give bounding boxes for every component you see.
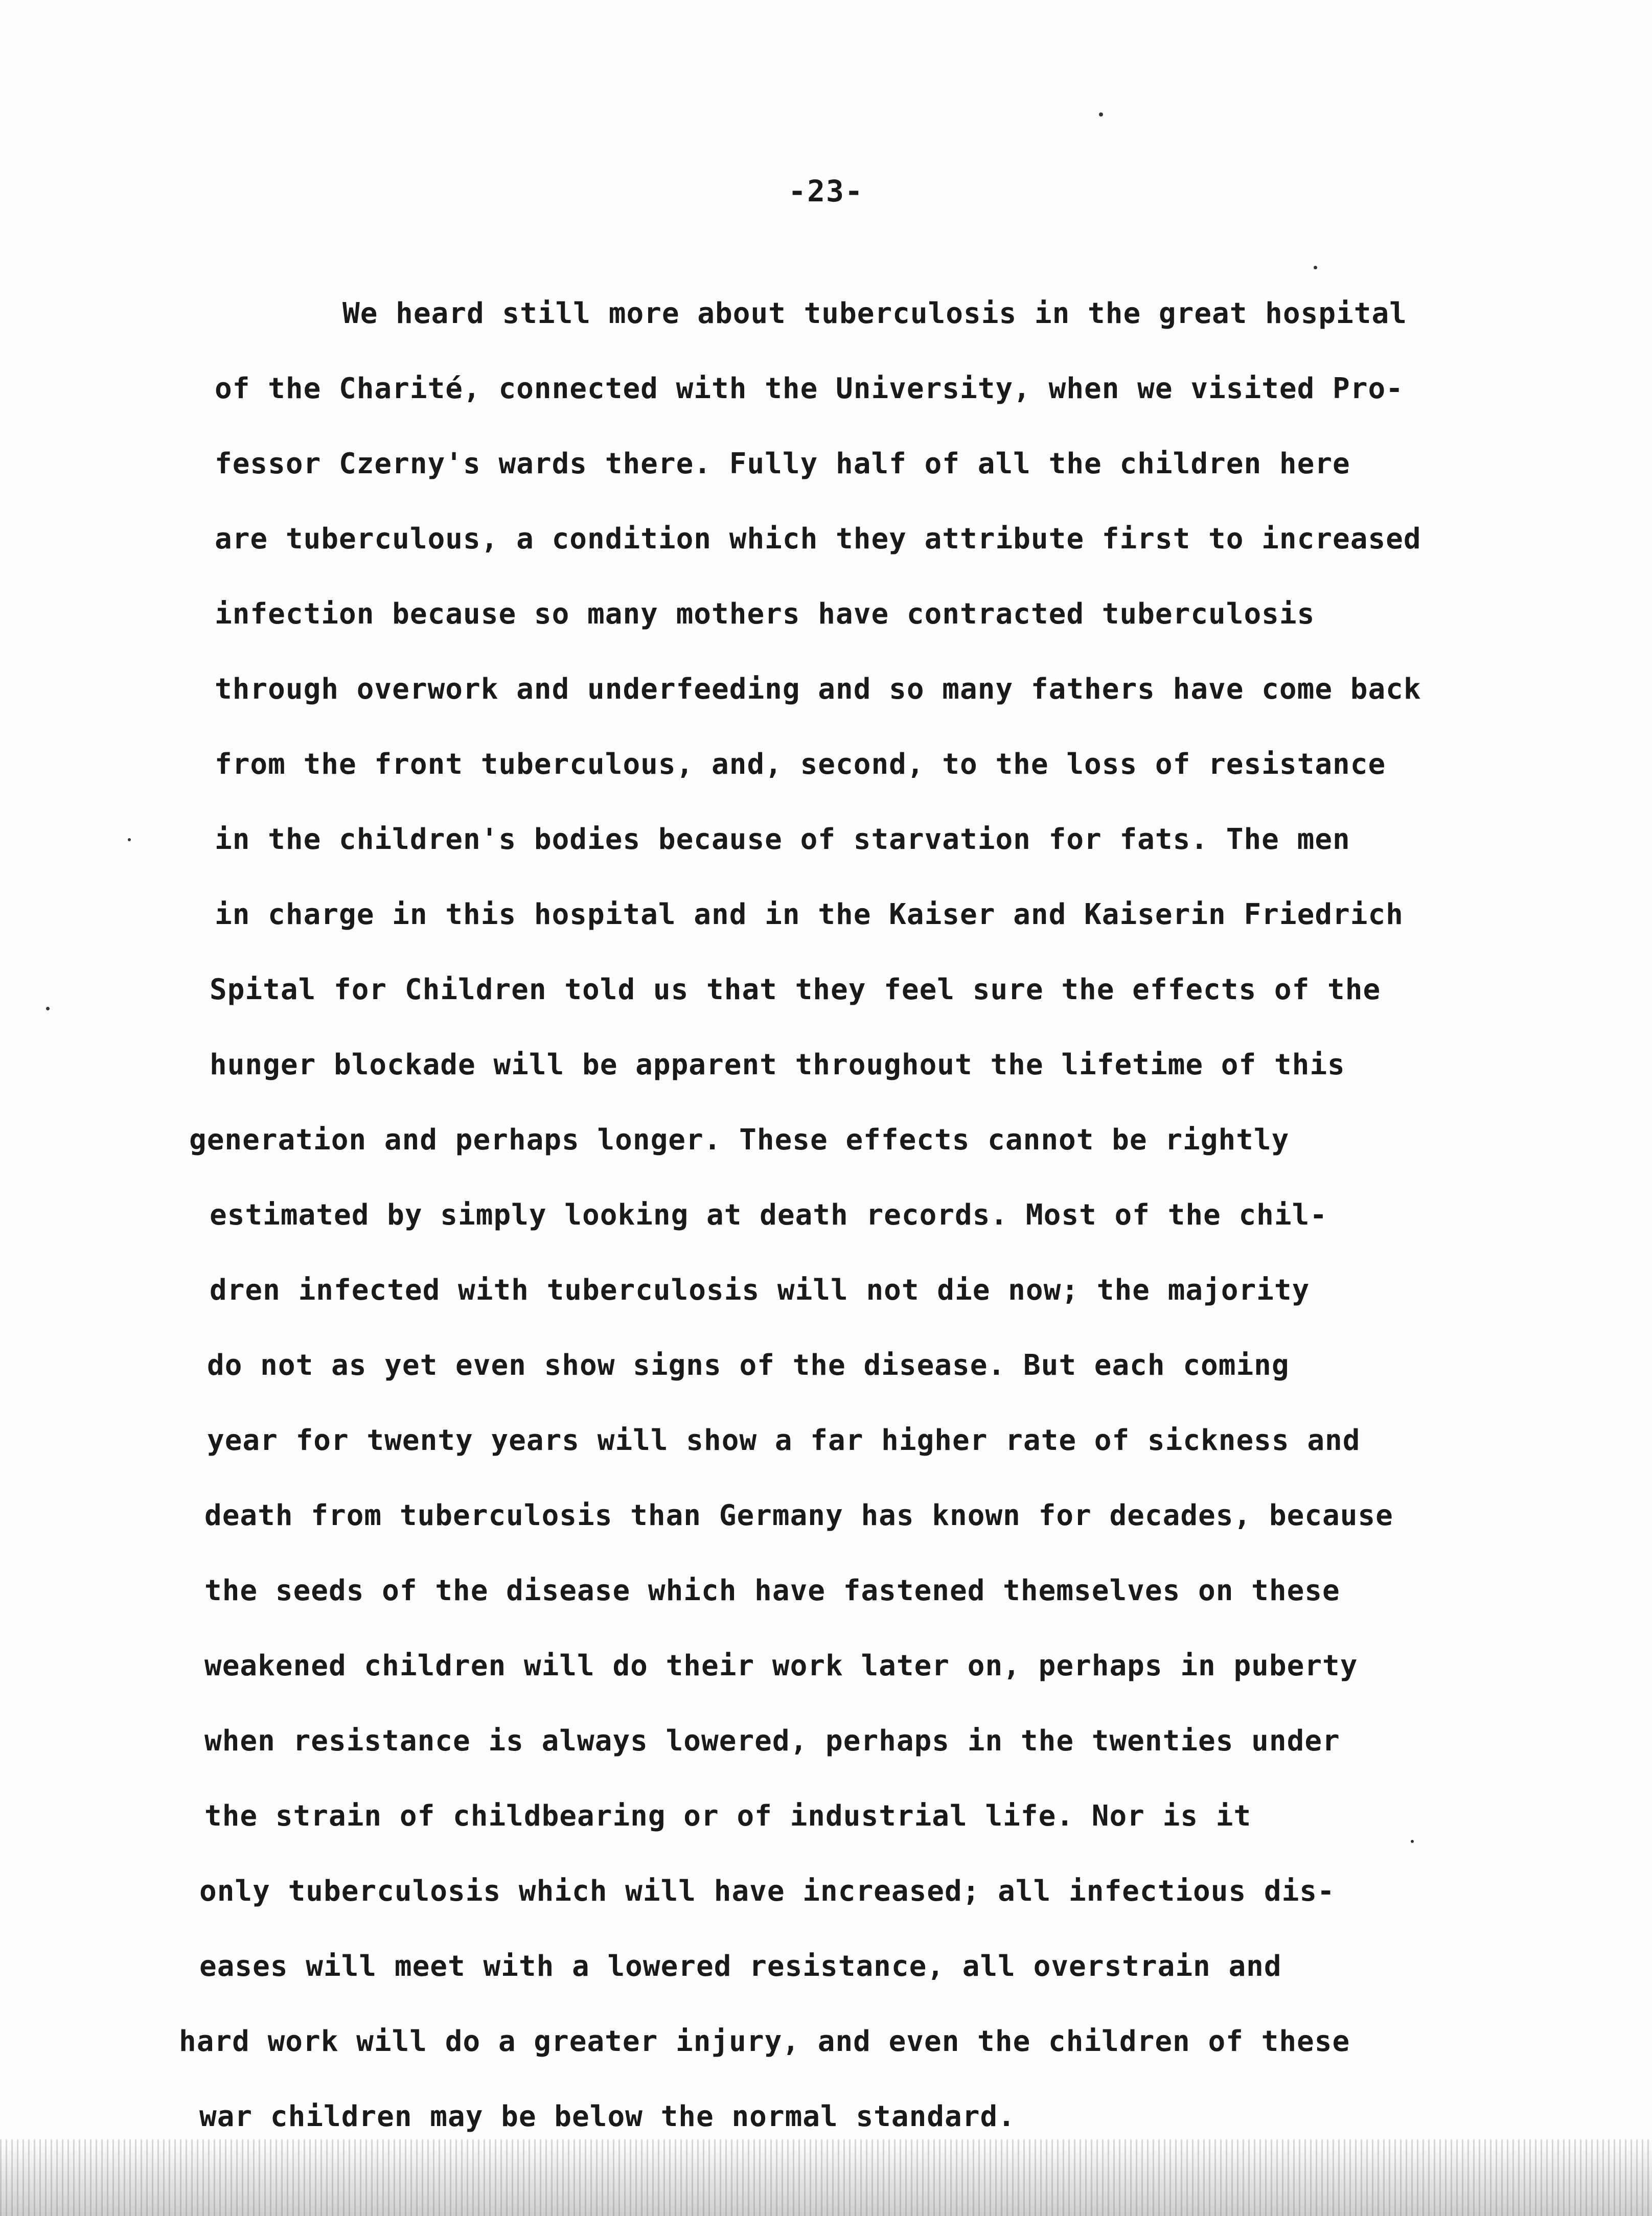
text-line: dren infected with tuberculosis will not die now; the majority: [210, 1274, 1310, 1307]
text-line: are tuberculous, a condition which they attribute first to increased: [215, 522, 1421, 556]
text-line: through overwork and underfeeding and so many fathers have come back: [215, 673, 1421, 706]
text-line: eases will meet with a lowered resistance, all overstrain and: [199, 1950, 1282, 1983]
body-paragraph: [169, 276, 1549, 2154]
scan-speck: [1099, 112, 1103, 117]
page-number: -23-: [788, 174, 864, 209]
scan-speck: [46, 1007, 50, 1010]
text-line: the strain of childbearing or of industrial life. Nor is it: [204, 1799, 1252, 1833]
text-line: only tuberculosis which will have increased; all infectious dis-: [199, 1875, 1335, 1908]
text-line: infection because so many mothers have contracted tuberculosis: [215, 597, 1315, 631]
text-line: war children may be below the normal standard.: [199, 2100, 1016, 2133]
text-line: We heard still more about tuberculosis in the great hospital: [342, 297, 1407, 330]
text-line: hard work will do a greater injury, and even the children of these: [179, 2025, 1350, 2058]
scan-speck: [128, 838, 131, 841]
scan-speck: [1314, 266, 1317, 269]
text-line: from the front tuberculous, and, second, to the loss of resistance: [215, 748, 1386, 781]
text-line: death from tuberculosis than Germany has known for decades, because: [204, 1499, 1393, 1532]
text-line: the seeds of the disease which have fastened themselves on these: [204, 1574, 1340, 1607]
text-line: year for twenty years will show a far higher rate of sickness and: [207, 1424, 1361, 1457]
text-line: do not as yet even show signs of the disease. But each coming: [207, 1349, 1290, 1382]
text-line: in charge in this hospital and in the Kaiser and Kaiserin Friedrich: [215, 898, 1404, 931]
text-line: Spital for Children told us that they feel sure the effects of the: [210, 973, 1381, 1006]
text-line: estimated by simply looking at death records. Most of the chil-: [210, 1198, 1328, 1232]
text-line: generation and perhaps longer. These effects cannot be rightly: [189, 1123, 1290, 1157]
scan-noise-bottom: [0, 2139, 1652, 2216]
text-line: weakened children will do their work later on, perhaps in puberty: [204, 1649, 1358, 1682]
text-line: fessor Czerny's wards there. Fully half of all the children here: [215, 447, 1350, 480]
scan-speck: [1411, 1840, 1414, 1843]
text-line: of the Charité, connected with the University, when we visited Pro-: [215, 372, 1404, 405]
text-line: in the children's bodies because of starvation for fats. The men: [215, 823, 1350, 856]
text-line: when resistance is always lowered, perhaps in the twenties under: [204, 1724, 1340, 1758]
text-line: hunger blockade will be apparent throughout the lifetime of this: [210, 1048, 1345, 1081]
